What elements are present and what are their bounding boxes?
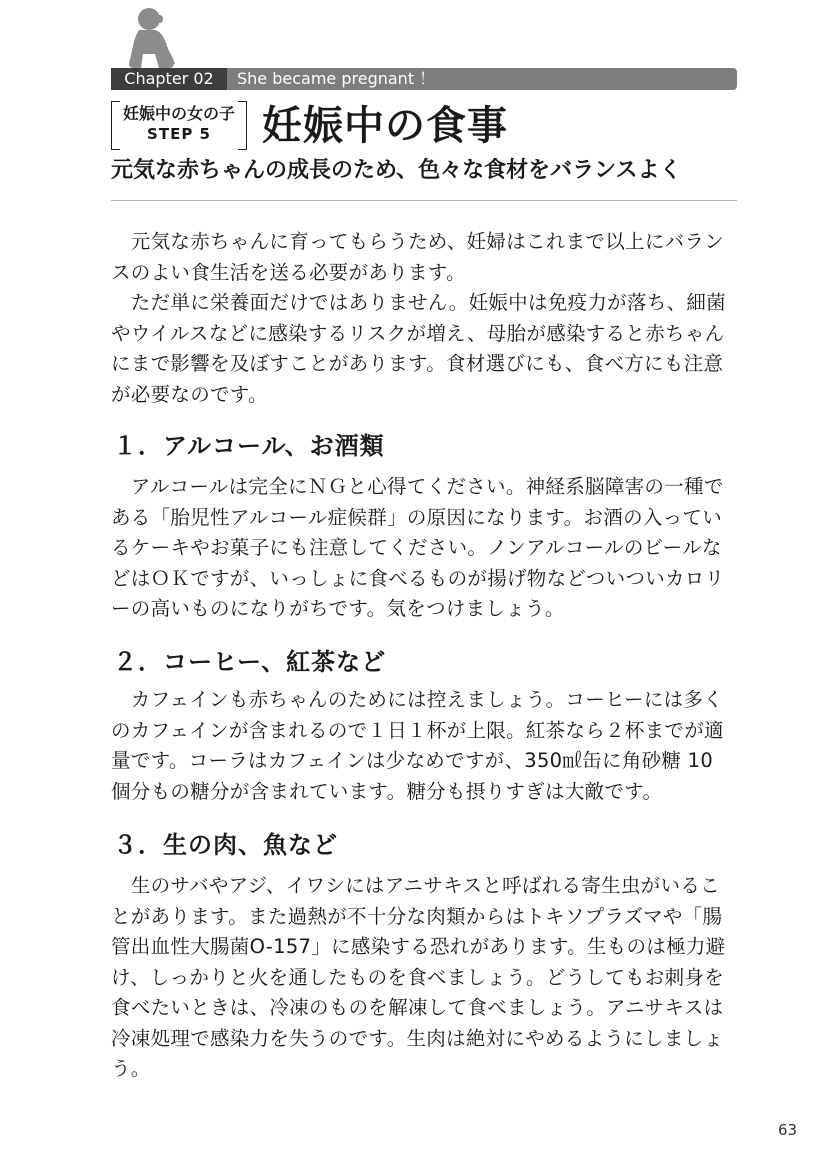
page-title: 妊娠中の食事: [262, 103, 508, 149]
section-body-raw-food: 生のサバやアジ、イワシにはアニサキスと呼ばれる寄生虫がいることがあります。また過熱が不十分な肉類からはトキソプラズマや「腸管出血性大腸菌O-157」に感染する恐れがあります。生ものは極力避け、しっかりと火を通したものを食べましょう。どうしてもお刺身を食べたいときは、冷凍のものを解凍して食べましょう。アニサキスは冷凍処理で感染力を失うのです。生肉は絶対にやめるようにしましょう。: [111, 874, 726, 1080]
chapter-header-bar: [111, 68, 737, 90]
divider: [111, 200, 737, 201]
section-heading-coffee: ２．コーヒー、紅茶など: [113, 648, 387, 676]
page-number: 63: [778, 1121, 798, 1139]
page-subtitle: 元気な赤ちゃんの成長のため、色々な食材をバランスよく: [111, 158, 682, 183]
step-category: 妊娠中の女の子: [122, 104, 235, 123]
chapter-number: Chapter 02: [111, 68, 227, 90]
section-heading-alcohol: １．アルコール、お酒類: [113, 432, 385, 460]
intro-paragraph-1: 元気な赤ちゃんに育ってもらうため、妊婦はこれまで以上にバランスのよい食生活を送る必要があります。: [111, 230, 725, 284]
intro-paragraph-2: ただ単に栄養面だけではありません。妊娠中は免疫力が落ち、細菌やウイルスなどに感染するリスクが増え、母胎が感染すると赤ちゃんにまで影響を及ぼすことがあります。食材選びにも、食べ方にも注意が必要なのです。: [111, 291, 726, 406]
section-body-alcohol: アルコールは完全にＮＧと心得てください。神経系脳障害の一種である「胎児性アルコール症候群」の原因になります。お酒の入っているケーキやお菓子にも注意してください。ノンアルコールのビールなどはＯＫですが、いっしょに食べるものが揚げ物などついついカロリーの高いものになりがちです。気をつけましょう。: [111, 475, 725, 620]
step-number: STEP 5: [147, 125, 211, 143]
section-heading-raw-food: ３．生の肉、魚など: [113, 831, 338, 859]
baby-silhouette-icon: [125, 6, 177, 68]
step-label-box: [111, 101, 247, 148]
chapter-title: She became pregnant ！: [237, 69, 436, 88]
section-body-coffee: カフェインも赤ちゃんのためには控えましょう。コーヒーには多くのカフェインが含まれるので１日１杯が上限。紅茶なら２杯までが適量です。コーラはカフェインは少なめですが、350㎖缶に角砂糖 10 個分もの糖分が含まれています。糖分も摂りすぎは大敵です。: [111, 688, 724, 803]
